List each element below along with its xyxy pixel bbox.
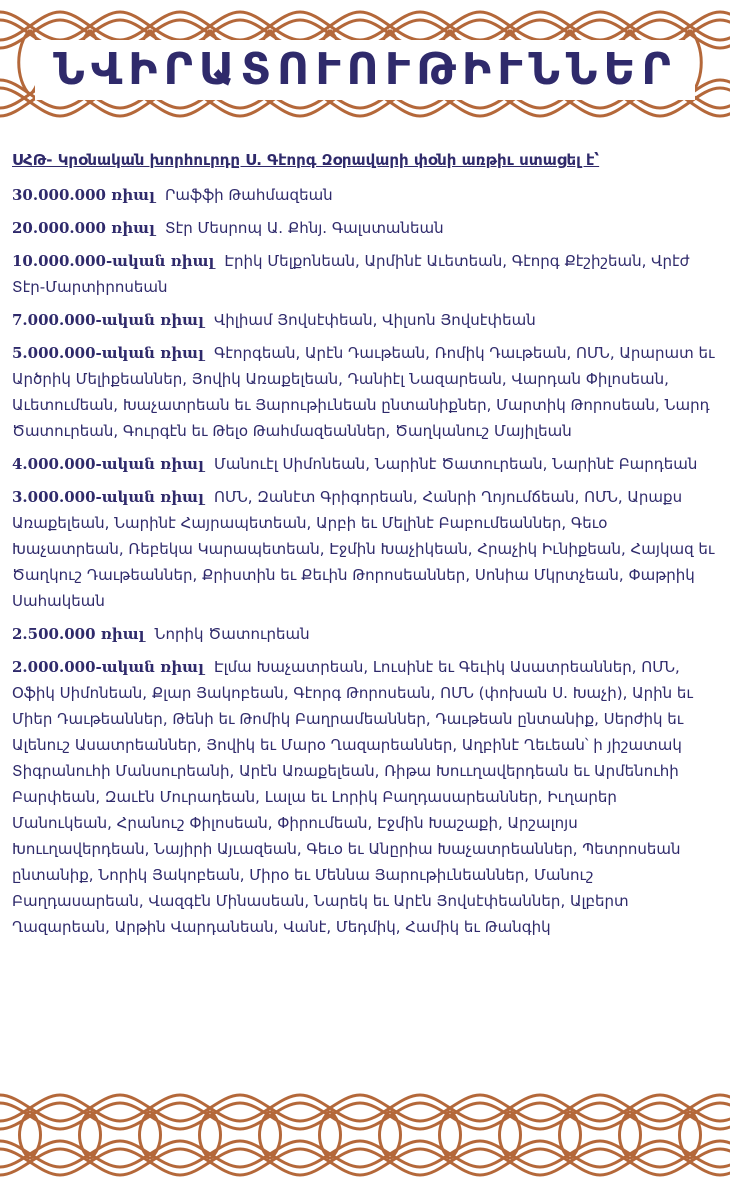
knot-ornament <box>0 1085 730 1180</box>
donor-names: Մանուէլ Սիմոնեան, Նարինէ Ծատուրեան, Նարինէ Բարդեան <box>213 455 698 473</box>
donation-amount: 5.000.000-ական ռիալ <box>12 344 204 362</box>
donation-entry <box>12 621 718 647</box>
donation-entry <box>12 451 718 477</box>
donation-entry <box>12 182 718 208</box>
donation-entry <box>12 484 718 614</box>
donation-amount: 3.000.000-ական ռիալ <box>12 488 204 506</box>
bottom-ornamental-border <box>0 1085 730 1180</box>
donation-entry <box>12 340 718 444</box>
donor-names: Գէորգեան, Արէն Դաւթեան, Ռոմիկ Դաւթեան, ՈՄՆ, Արարատ եւ Արծրիկ Մելիքեաններ, Յովիկ Առաքելեան, Դանիէլ Նազարեան, Վարդան Փիլոսեան, Աւետումեան, Խաչատրեան եւ Յարութիւնեան ընտանիքներ, Մարտիկ Թորոսեան, Նարդ Ծատուրեան, Գուրգէն եւ Թելօ Թահմազեաններ, Ծաղկանուշ Մայիլեան <box>12 344 715 440</box>
donor-names: Էրիկ Մելքոնեան, Արմինէ Աւետեան, Գէորգ Քէշիշեան, Վրէժ Տէր-Մարտիրոսեան <box>12 252 690 296</box>
donation-amount: 10.000.000-ական ռիալ <box>12 252 215 270</box>
entries-container <box>12 182 718 940</box>
donation-amount: 7.000.000-ական ռիալ <box>12 311 204 329</box>
donation-entry <box>12 654 718 940</box>
donor-names: ՈՄՆ, Զանէտ Գրիգորեան, Հանրի Ղոյումճեան, ՈՄՆ, Արաքս Առաքելեան, Նարինէ Հայրապետեան, Արբի եւ Մելինէ Բաբումեաններ, Գեւօ Խաչատրեան, Ռեբեկա Կարապետեան, Էջմին Խաչիկեան, Հրաչիկ Իւնիքեան, Հայկազ եւ Ծաղկուշ Դաւթեաններ, Քրիստին եւ Քեւին Թորոսեաններ, Սոնիա Մկրտչեան, Փաթրիկ Սահակեան <box>12 488 715 610</box>
donation-entry <box>12 215 718 241</box>
donor-names: Րաֆֆի Թահմազեան <box>164 186 333 204</box>
donor-names: Էլմա Խաչատրեան, Լուսինէ եւ Գեւիկ Ասատրեաններ, ՈՄՆ, Օֆիկ Սիմոնեան, Քլար Յակոբեան, Գէորգ Թորոսեան, ՈՄՆ (փոխան Ս. Խաչի), Արին եւ Միեր Դաւթեաններ, Թենի եւ Թոմիկ Բաղրամեաններ, Դաւթեան ընտանիք, Սերժիկ եւ Ալենուշ Ասատրեաններ, Յովիկ եւ Մարօ Ղազարեաններ, Աղբինէ Ղեւեան՝ ի յիշատակ Տիգրանուհի Մանսուրեանի, Արէն Առաքելեան, Ռիթա Խոււղավերդեան եւ Արմենուհի Բարփեան, Զաւէն Մուրադեան, Լալա եւ Լորիկ Բաղդասարեաններ, Իւղարեր Մանուկեան, Հրանուշ Փիլոսեան, Փիրումեան, Էջմին Խաշաքի, Արշալոյս Խոււղավերդեան, Նայիրի Այւազեան, Գեւօ եւ Անըրիա Խաչատրեաններ, Պետրոսեան ընտանիք, Նորիկ Յակոբեան, Միրօ եւ Մեննա Յարութիւնեաններ, Մանուշ Բաղդասարեան, Վազգէն Մինասեան, Նարեկ եւ Արէն Յովսէփեաններ, Ալբերտ Ղազարեան, Արթին Վարդանեան, Վանէ, Մեդմիկ, Համիկ եւ Թանգիկ <box>12 658 693 936</box>
donation-entry <box>12 248 718 300</box>
donation-amount: 30.000.000 ռիալ <box>12 186 155 204</box>
page-title-wrap <box>0 40 730 100</box>
donations-list <box>12 150 718 947</box>
donation-amount: 2.500.000 ռիալ <box>12 625 145 643</box>
page-title: ՆՎԻՐԱՏՈՒՈՒԹԻՒՆՆԵՐ <box>35 40 694 100</box>
donation-amount: 2.000.000-ական ռիալ <box>12 658 204 676</box>
donation-entry <box>12 307 718 333</box>
donation-amount: 4.000.000-ական ռիալ <box>12 455 204 473</box>
intro-heading: ՍՀԹ- Կրօնական խորհուրդը Ս. Գէորգ Զօրավարի փօնի առթիւ ստացել է՝ <box>12 151 600 169</box>
donation-amount: 20.000.000 ռիալ <box>12 219 155 237</box>
donor-names: Վիլիամ Յովսէփեան, Վիլսոն Յովսէփեան <box>213 311 536 329</box>
donor-names: Տէր Մեսրոպ Ա. Քհնյ. Գալստանեան <box>164 219 444 237</box>
donor-names: Նորիկ Ծատուրեան <box>154 625 310 643</box>
